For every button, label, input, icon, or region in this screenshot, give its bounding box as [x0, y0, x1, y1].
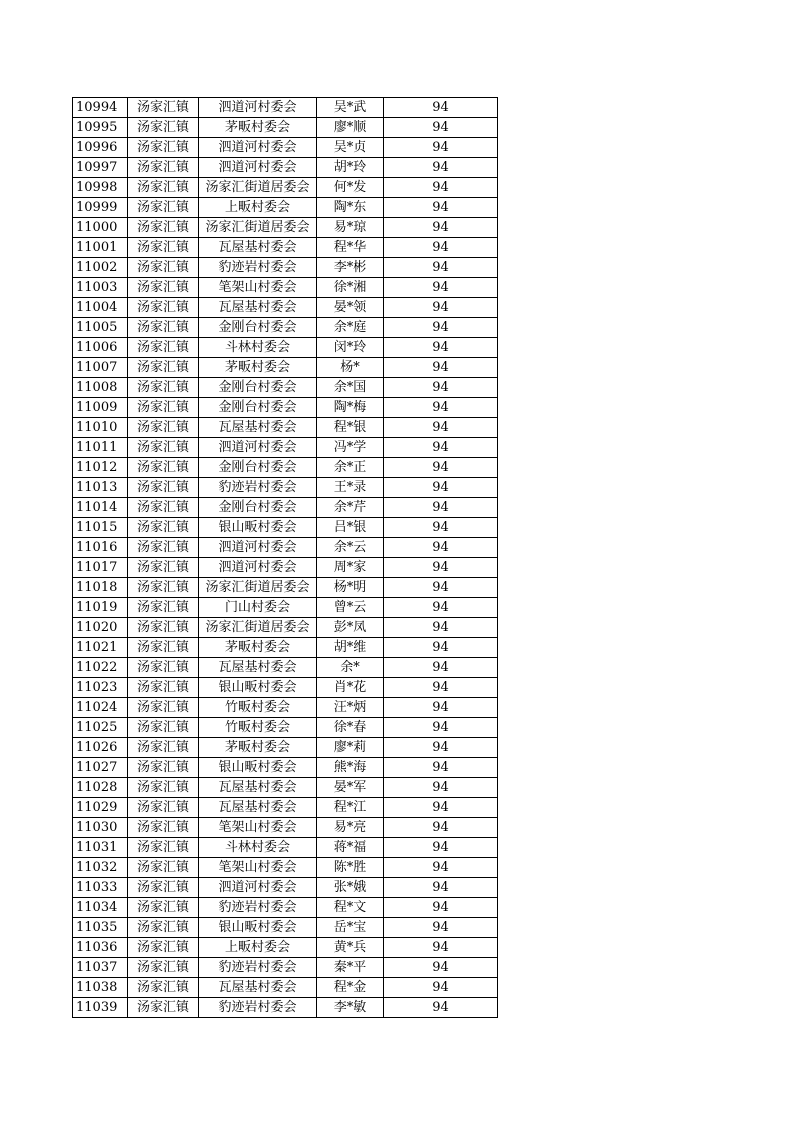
score-cell: 94	[384, 718, 498, 738]
village-cell: 泗道河村委会	[199, 438, 317, 458]
person-name-cell: 程*银	[317, 418, 384, 438]
score-cell: 94	[384, 638, 498, 658]
row-number-cell: 10995	[73, 118, 128, 138]
row-number-cell: 11018	[73, 578, 128, 598]
row-number-cell: 11017	[73, 558, 128, 578]
village-cell: 瓦屋基村委会	[199, 798, 317, 818]
table-row	[73, 498, 498, 518]
town-cell: 汤家汇镇	[128, 858, 199, 878]
person-name-cell: 程*文	[317, 898, 384, 918]
person-name-cell: 黄*兵	[317, 938, 384, 958]
table-row	[73, 838, 498, 858]
person-name-cell: 陶*东	[317, 198, 384, 218]
row-number-cell: 11010	[73, 418, 128, 438]
person-name-cell: 曾*云	[317, 598, 384, 618]
town-cell: 汤家汇镇	[128, 718, 199, 738]
person-name-cell: 余*	[317, 658, 384, 678]
table-row	[73, 98, 498, 118]
table-row	[73, 758, 498, 778]
person-name-cell: 李*敏	[317, 998, 384, 1018]
town-cell: 汤家汇镇	[128, 598, 199, 618]
town-cell: 汤家汇镇	[128, 378, 199, 398]
town-cell: 汤家汇镇	[128, 658, 199, 678]
village-cell: 瓦屋基村委会	[199, 298, 317, 318]
person-name-cell: 肖*花	[317, 678, 384, 698]
village-cell: 银山畈村委会	[199, 678, 317, 698]
person-name-cell: 熊*海	[317, 758, 384, 778]
person-name-cell: 张*娥	[317, 878, 384, 898]
table-row	[73, 478, 498, 498]
row-number-cell: 11028	[73, 778, 128, 798]
row-number-cell: 11014	[73, 498, 128, 518]
row-number-cell: 11007	[73, 358, 128, 378]
table-row	[73, 398, 498, 418]
table-row	[73, 158, 498, 178]
table-row	[73, 978, 498, 998]
town-cell: 汤家汇镇	[128, 798, 199, 818]
village-cell: 笔架山村委会	[199, 278, 317, 298]
row-number-cell: 10996	[73, 138, 128, 158]
town-cell: 汤家汇镇	[128, 138, 199, 158]
score-cell: 94	[384, 538, 498, 558]
row-number-cell: 11004	[73, 298, 128, 318]
person-name-cell: 廖*顺	[317, 118, 384, 138]
score-cell: 94	[384, 618, 498, 638]
village-cell: 瓦屋基村委会	[199, 658, 317, 678]
person-name-cell: 晏*军	[317, 778, 384, 798]
table-row	[73, 218, 498, 238]
person-name-cell: 胡*玲	[317, 158, 384, 178]
row-number-cell: 11021	[73, 638, 128, 658]
town-cell: 汤家汇镇	[128, 438, 199, 458]
town-cell: 汤家汇镇	[128, 738, 199, 758]
table-row	[73, 698, 498, 718]
row-number-cell: 10999	[73, 198, 128, 218]
village-cell: 汤家汇街道居委会	[199, 178, 317, 198]
village-cell: 茅畈村委会	[199, 118, 317, 138]
score-cell: 94	[384, 118, 498, 138]
village-cell: 汤家汇街道居委会	[199, 578, 317, 598]
table-row	[73, 378, 498, 398]
table-row	[73, 438, 498, 458]
town-cell: 汤家汇镇	[128, 418, 199, 438]
village-cell: 茅畈村委会	[199, 638, 317, 658]
person-name-cell: 徐*湘	[317, 278, 384, 298]
table-row	[73, 558, 498, 578]
town-cell: 汤家汇镇	[128, 178, 199, 198]
table-row	[73, 638, 498, 658]
town-cell: 汤家汇镇	[128, 118, 199, 138]
person-name-cell: 岳*宝	[317, 918, 384, 938]
person-name-cell: 彭*凤	[317, 618, 384, 638]
village-cell: 豹迹岩村委会	[199, 898, 317, 918]
town-cell: 汤家汇镇	[128, 318, 199, 338]
village-cell: 笔架山村委会	[199, 818, 317, 838]
table-row	[73, 778, 498, 798]
score-cell: 94	[384, 978, 498, 998]
person-name-cell: 徐*春	[317, 718, 384, 738]
village-cell: 上畈村委会	[199, 198, 317, 218]
person-name-cell: 廖*莉	[317, 738, 384, 758]
score-cell: 94	[384, 958, 498, 978]
row-number-cell: 11011	[73, 438, 128, 458]
table-row	[73, 358, 498, 378]
person-name-cell: 杨*	[317, 358, 384, 378]
person-name-cell: 余*国	[317, 378, 384, 398]
table-row	[73, 238, 498, 258]
town-cell: 汤家汇镇	[128, 678, 199, 698]
score-cell: 94	[384, 318, 498, 338]
table-row	[73, 678, 498, 698]
person-name-cell: 闵*玲	[317, 338, 384, 358]
score-cell: 94	[384, 278, 498, 298]
score-cell: 94	[384, 758, 498, 778]
person-name-cell: 易*琼	[317, 218, 384, 238]
person-name-cell: 吴*武	[317, 98, 384, 118]
town-cell: 汤家汇镇	[128, 518, 199, 538]
score-cell: 94	[384, 878, 498, 898]
town-cell: 汤家汇镇	[128, 958, 199, 978]
row-number-cell: 11027	[73, 758, 128, 778]
score-cell: 94	[384, 218, 498, 238]
town-cell: 汤家汇镇	[128, 998, 199, 1018]
table-row	[73, 658, 498, 678]
score-cell: 94	[384, 378, 498, 398]
town-cell: 汤家汇镇	[128, 398, 199, 418]
village-cell: 笔架山村委会	[199, 858, 317, 878]
town-cell: 汤家汇镇	[128, 778, 199, 798]
village-cell: 豹迹岩村委会	[199, 998, 317, 1018]
score-cell: 94	[384, 938, 498, 958]
person-name-cell: 王*录	[317, 478, 384, 498]
village-cell: 斗林村委会	[199, 838, 317, 858]
village-cell: 豹迹岩村委会	[199, 258, 317, 278]
row-number-cell: 11037	[73, 958, 128, 978]
table-row	[73, 298, 498, 318]
village-cell: 豹迹岩村委会	[199, 478, 317, 498]
village-cell: 瓦屋基村委会	[199, 238, 317, 258]
table-row	[73, 318, 498, 338]
table-row	[73, 598, 498, 618]
table-row	[73, 998, 498, 1018]
score-cell: 94	[384, 298, 498, 318]
score-cell: 94	[384, 858, 498, 878]
score-cell: 94	[384, 198, 498, 218]
table-row	[73, 418, 498, 438]
village-cell: 银山畈村委会	[199, 758, 317, 778]
person-name-cell: 汪*炳	[317, 698, 384, 718]
row-number-cell: 11015	[73, 518, 128, 538]
row-number-cell: 11030	[73, 818, 128, 838]
town-cell: 汤家汇镇	[128, 898, 199, 918]
score-cell: 94	[384, 678, 498, 698]
village-cell: 瓦屋基村委会	[199, 978, 317, 998]
village-cell: 泗道河村委会	[199, 98, 317, 118]
row-number-cell: 11003	[73, 278, 128, 298]
row-number-cell: 11032	[73, 858, 128, 878]
person-name-cell: 蒋*福	[317, 838, 384, 858]
village-cell: 汤家汇街道居委会	[199, 218, 317, 238]
score-cell: 94	[384, 598, 498, 618]
score-cell: 94	[384, 778, 498, 798]
score-cell: 94	[384, 838, 498, 858]
village-cell: 斗林村委会	[199, 338, 317, 358]
row-number-cell: 11038	[73, 978, 128, 998]
score-cell: 94	[384, 558, 498, 578]
town-cell: 汤家汇镇	[128, 638, 199, 658]
town-cell: 汤家汇镇	[128, 618, 199, 638]
town-cell: 汤家汇镇	[128, 498, 199, 518]
village-cell: 泗道河村委会	[199, 538, 317, 558]
row-number-cell: 11001	[73, 238, 128, 258]
village-cell: 豹迹岩村委会	[199, 958, 317, 978]
table-row	[73, 818, 498, 838]
table-row	[73, 938, 498, 958]
row-number-cell: 10997	[73, 158, 128, 178]
village-cell: 瓦屋基村委会	[199, 418, 317, 438]
row-number-cell: 11016	[73, 538, 128, 558]
person-name-cell: 陶*梅	[317, 398, 384, 418]
table-row	[73, 198, 498, 218]
roster-table-body	[73, 98, 498, 1018]
person-name-cell: 吴*贞	[317, 138, 384, 158]
person-name-cell: 周*家	[317, 558, 384, 578]
score-cell: 94	[384, 258, 498, 278]
score-cell: 94	[384, 658, 498, 678]
town-cell: 汤家汇镇	[128, 938, 199, 958]
town-cell: 汤家汇镇	[128, 918, 199, 938]
person-name-cell: 余*庭	[317, 318, 384, 338]
table-row	[73, 538, 498, 558]
row-number-cell: 11023	[73, 678, 128, 698]
table-row	[73, 138, 498, 158]
town-cell: 汤家汇镇	[128, 358, 199, 378]
person-name-cell: 杨*明	[317, 578, 384, 598]
person-name-cell: 程*江	[317, 798, 384, 818]
town-cell: 汤家汇镇	[128, 338, 199, 358]
village-cell: 泗道河村委会	[199, 138, 317, 158]
village-cell: 门山村委会	[199, 598, 317, 618]
person-name-cell: 冯*学	[317, 438, 384, 458]
row-number-cell: 10994	[73, 98, 128, 118]
town-cell: 汤家汇镇	[128, 158, 199, 178]
score-cell: 94	[384, 478, 498, 498]
town-cell: 汤家汇镇	[128, 978, 199, 998]
score-cell: 94	[384, 158, 498, 178]
village-cell: 银山畈村委会	[199, 918, 317, 938]
table-row	[73, 338, 498, 358]
village-cell: 竹畈村委会	[199, 718, 317, 738]
village-cell: 竹畈村委会	[199, 698, 317, 718]
score-cell: 94	[384, 338, 498, 358]
roster-table	[72, 97, 498, 1018]
row-number-cell: 11024	[73, 698, 128, 718]
town-cell: 汤家汇镇	[128, 558, 199, 578]
row-number-cell: 11031	[73, 838, 128, 858]
score-cell: 94	[384, 418, 498, 438]
town-cell: 汤家汇镇	[128, 238, 199, 258]
row-number-cell: 11022	[73, 658, 128, 678]
row-number-cell: 11036	[73, 938, 128, 958]
score-cell: 94	[384, 458, 498, 478]
town-cell: 汤家汇镇	[128, 838, 199, 858]
score-cell: 94	[384, 798, 498, 818]
person-name-cell: 吕*银	[317, 518, 384, 538]
person-name-cell: 晏*领	[317, 298, 384, 318]
town-cell: 汤家汇镇	[128, 218, 199, 238]
row-number-cell: 11026	[73, 738, 128, 758]
row-number-cell: 11009	[73, 398, 128, 418]
score-cell: 94	[384, 438, 498, 458]
table-row	[73, 518, 498, 538]
score-cell: 94	[384, 998, 498, 1018]
row-number-cell: 11006	[73, 338, 128, 358]
village-cell: 汤家汇街道居委会	[199, 618, 317, 638]
table-row	[73, 118, 498, 138]
person-name-cell: 程*金	[317, 978, 384, 998]
score-cell: 94	[384, 818, 498, 838]
village-cell: 金刚台村委会	[199, 318, 317, 338]
village-cell: 金刚台村委会	[199, 398, 317, 418]
village-cell: 茅畈村委会	[199, 738, 317, 758]
score-cell: 94	[384, 358, 498, 378]
village-cell: 上畈村委会	[199, 938, 317, 958]
row-number-cell: 11008	[73, 378, 128, 398]
score-cell: 94	[384, 578, 498, 598]
town-cell: 汤家汇镇	[128, 278, 199, 298]
score-cell: 94	[384, 498, 498, 518]
score-cell: 94	[384, 918, 498, 938]
row-number-cell: 11019	[73, 598, 128, 618]
row-number-cell: 11034	[73, 898, 128, 918]
table-row	[73, 178, 498, 198]
town-cell: 汤家汇镇	[128, 878, 199, 898]
score-cell: 94	[384, 698, 498, 718]
score-cell: 94	[384, 398, 498, 418]
person-name-cell: 易*亮	[317, 818, 384, 838]
person-name-cell: 秦*平	[317, 958, 384, 978]
row-number-cell: 11033	[73, 878, 128, 898]
town-cell: 汤家汇镇	[128, 458, 199, 478]
table-row	[73, 858, 498, 878]
row-number-cell: 10998	[73, 178, 128, 198]
score-cell: 94	[384, 238, 498, 258]
table-row	[73, 738, 498, 758]
row-number-cell: 11035	[73, 918, 128, 938]
village-cell: 金刚台村委会	[199, 378, 317, 398]
town-cell: 汤家汇镇	[128, 698, 199, 718]
score-cell: 94	[384, 898, 498, 918]
table-row	[73, 278, 498, 298]
town-cell: 汤家汇镇	[128, 578, 199, 598]
village-cell: 金刚台村委会	[199, 498, 317, 518]
village-cell: 瓦屋基村委会	[199, 778, 317, 798]
person-name-cell: 余*云	[317, 538, 384, 558]
table-row	[73, 878, 498, 898]
score-cell: 94	[384, 98, 498, 118]
table-row	[73, 718, 498, 738]
score-cell: 94	[384, 178, 498, 198]
table-row	[73, 618, 498, 638]
row-number-cell: 11029	[73, 798, 128, 818]
town-cell: 汤家汇镇	[128, 198, 199, 218]
village-cell: 银山畈村委会	[199, 518, 317, 538]
person-name-cell: 胡*维	[317, 638, 384, 658]
town-cell: 汤家汇镇	[128, 298, 199, 318]
row-number-cell: 11012	[73, 458, 128, 478]
village-cell: 泗道河村委会	[199, 158, 317, 178]
town-cell: 汤家汇镇	[128, 98, 199, 118]
score-cell: 94	[384, 738, 498, 758]
score-cell: 94	[384, 518, 498, 538]
table-row	[73, 958, 498, 978]
table-row	[73, 918, 498, 938]
town-cell: 汤家汇镇	[128, 818, 199, 838]
person-name-cell: 李*彬	[317, 258, 384, 278]
row-number-cell: 11020	[73, 618, 128, 638]
row-number-cell: 11025	[73, 718, 128, 738]
person-name-cell: 何*发	[317, 178, 384, 198]
table-row	[73, 578, 498, 598]
table-row	[73, 258, 498, 278]
town-cell: 汤家汇镇	[128, 538, 199, 558]
person-name-cell: 余*正	[317, 458, 384, 478]
town-cell: 汤家汇镇	[128, 478, 199, 498]
row-number-cell: 11000	[73, 218, 128, 238]
row-number-cell: 11002	[73, 258, 128, 278]
score-cell: 94	[384, 138, 498, 158]
row-number-cell: 11005	[73, 318, 128, 338]
table-row	[73, 898, 498, 918]
town-cell: 汤家汇镇	[128, 258, 199, 278]
row-number-cell: 11013	[73, 478, 128, 498]
village-cell: 泗道河村委会	[199, 878, 317, 898]
village-cell: 泗道河村委会	[199, 558, 317, 578]
row-number-cell: 11039	[73, 998, 128, 1018]
village-cell: 金刚台村委会	[199, 458, 317, 478]
person-name-cell: 余*芹	[317, 498, 384, 518]
person-name-cell: 陈*胜	[317, 858, 384, 878]
table-row	[73, 798, 498, 818]
table-row	[73, 458, 498, 478]
village-cell: 茅畈村委会	[199, 358, 317, 378]
town-cell: 汤家汇镇	[128, 758, 199, 778]
person-name-cell: 程*华	[317, 238, 384, 258]
